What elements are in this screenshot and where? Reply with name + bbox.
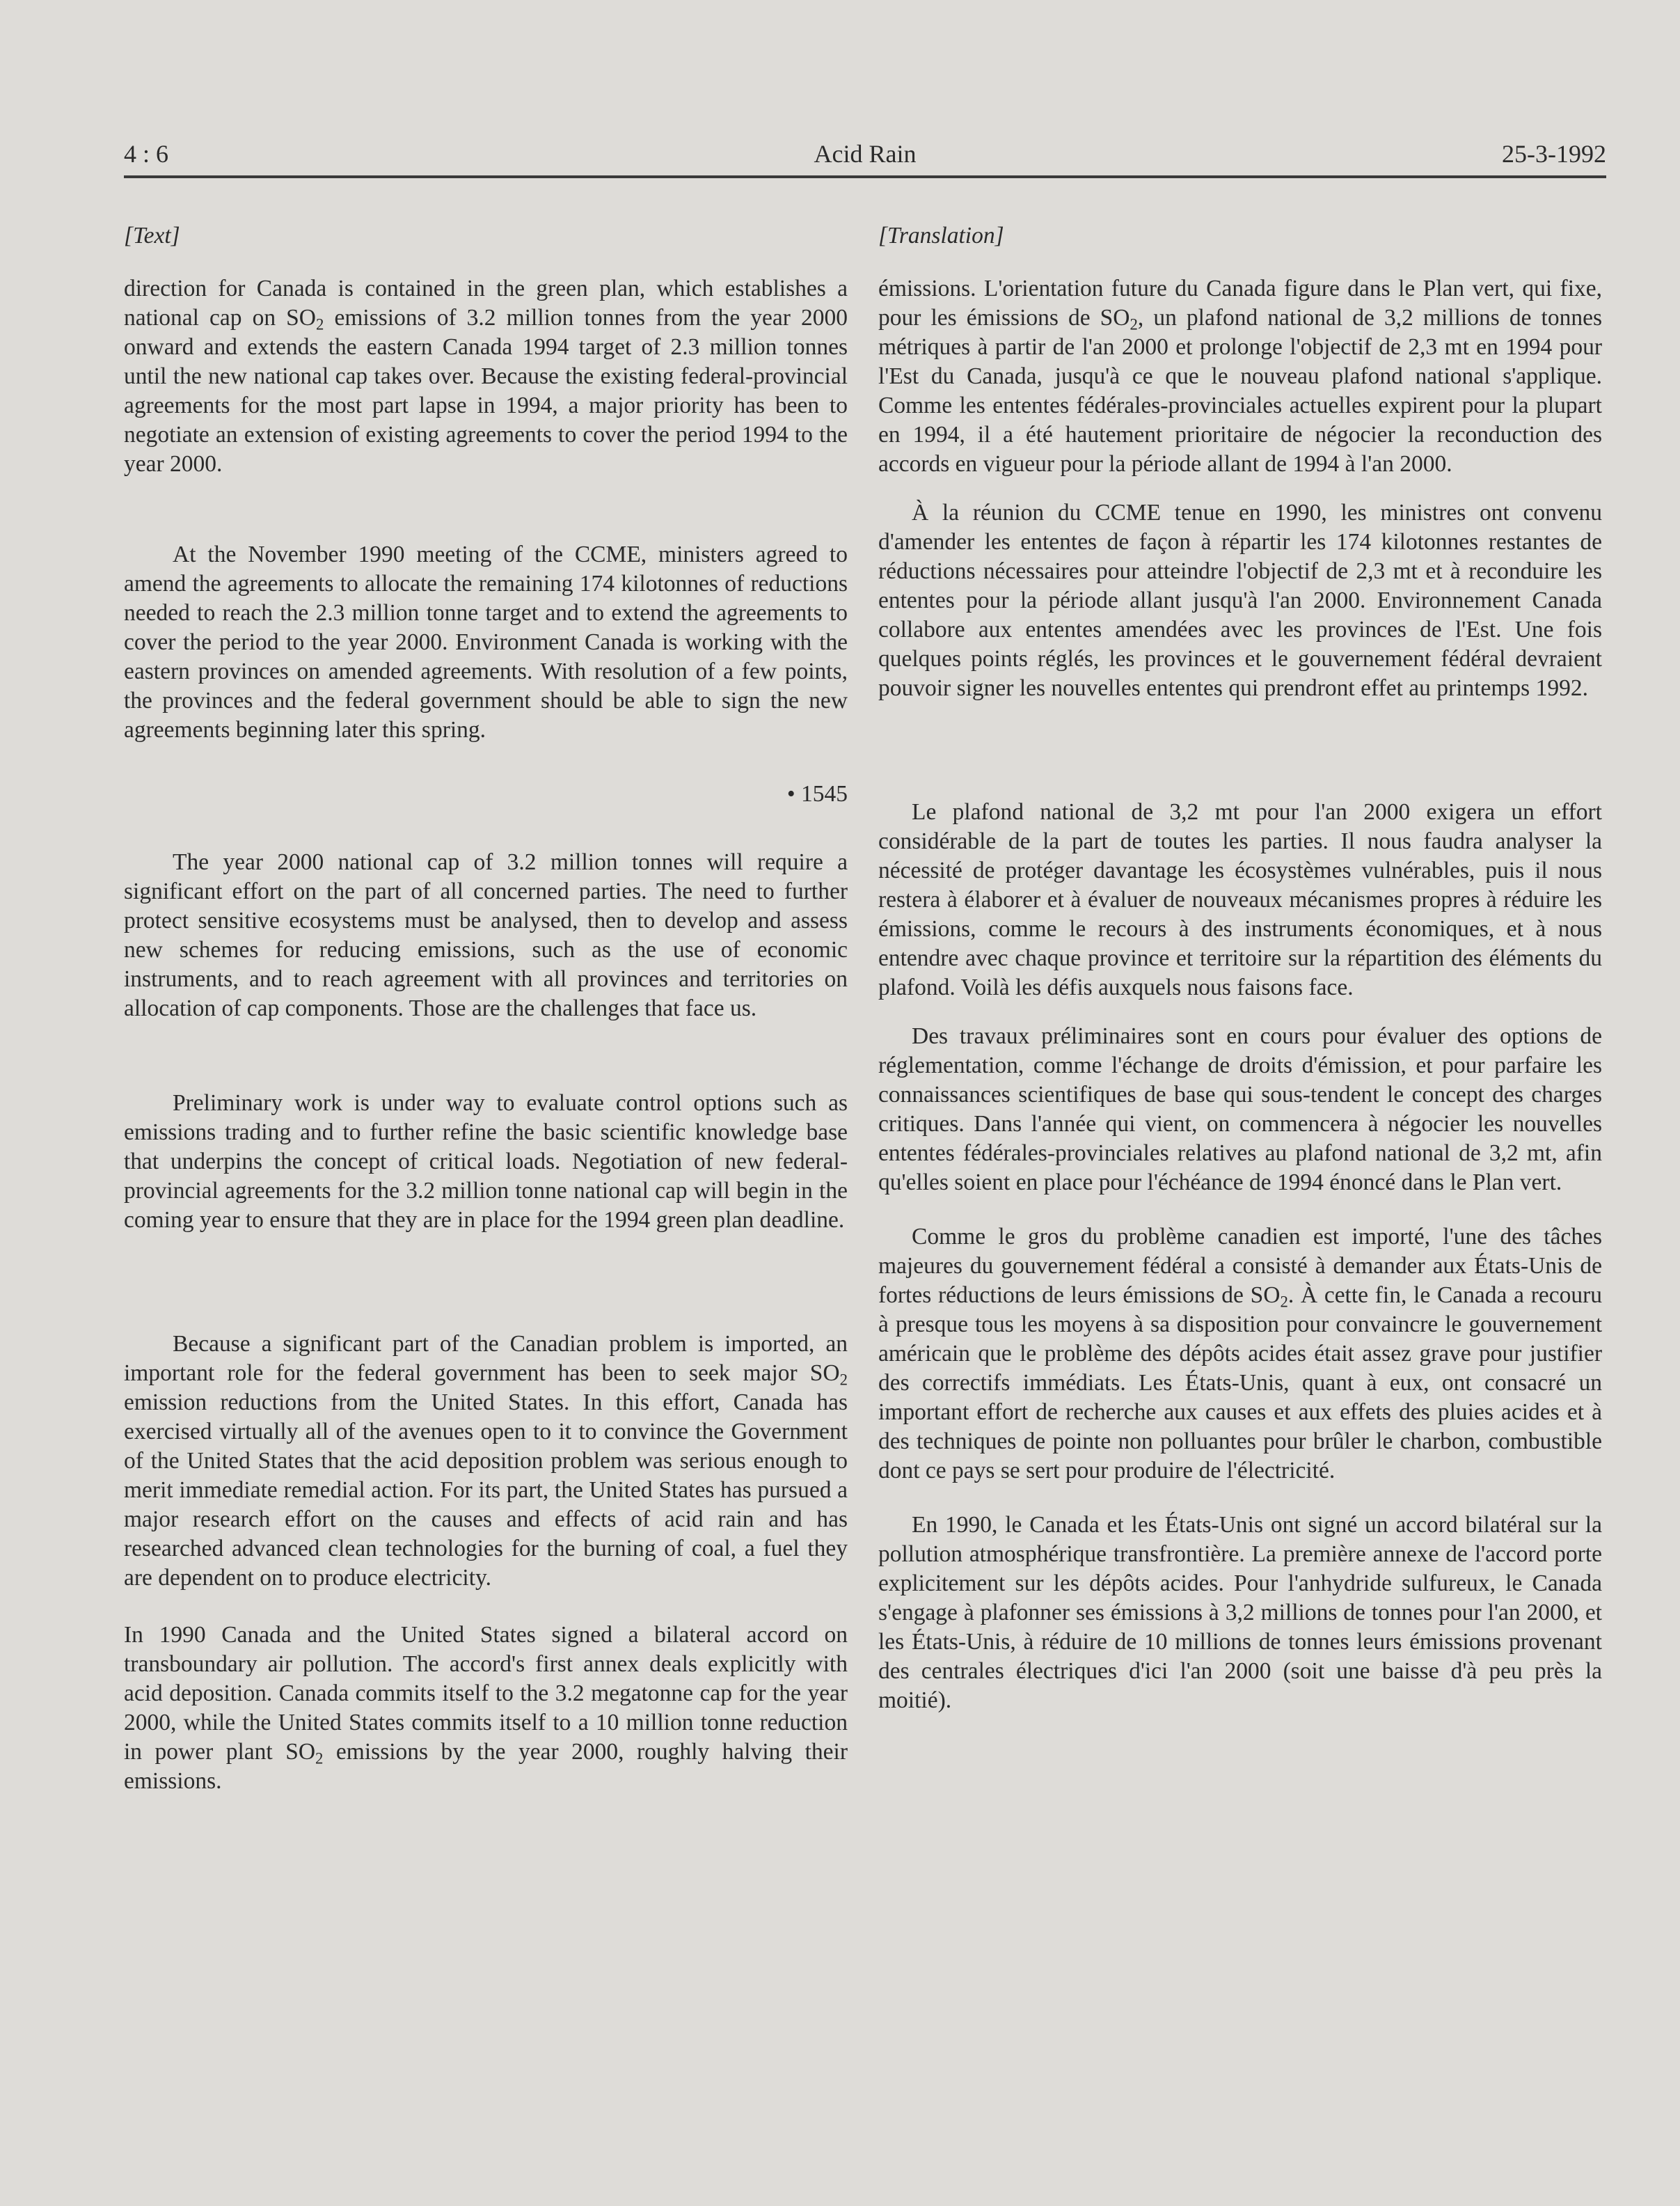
paragraph-2: At the November 1990 meeting of the CCME, ministers agreed to amend the agreements to allocate the remaining 174 kilotonnes of reductions needed to reach the 2.3 million tonne target and to extend the agreements to cover the period to the year 2000. Environment Canada is working with the eastern provinces on amended agreements. With resolution of a few points, the provinces and the federal government should be able to sign the new agreements beginning later this spring. — [124, 542, 848, 743]
paragraph-6: In 1990 Canada and the United States signed a bilateral accord on transboundary air pollution. The accord's first annex deals explicitly with acid deposition. Canada commits itself to the 3.2 megatonne cap for the year 2000, while the United States commits itself to a 10 million tonne reduction in power plant $SO_2$ emissions by the year 2000, roughly halving their emissions. — [124, 1622, 848, 1794]
paragraph-2: À la réunion du CCME tenue en 1990, les ministres ont convenu d'amender les ententes de façon à répartir les 174 kilotonnes restantes de réductions nécessaires pour atteindre l'objectif de 2,3 mt et à reconduire les ententes pour la période allant jusqu'à l'an 2000. Environnement Canada collabore aux ententes amendées avec les provinces de l'Est. Une fois quelques points réglés, les provinces et le gouvernement fédéral devraient pouvoir signer les nouvelles ententes qui prendront effet au printemps 1992. — [878, 500, 1602, 701]
paragraph-1: direction for Canada is contained in the green plan, which establishes a national cap on $SO_2$ emissions of 3.2 million tonnes from the year 2000 onward and extends the eastern Canada 1994 target of 2.3 million tonnes until the new national cap takes over. Because the existing federal-provincial agreements for the most part lapse in 1994, a major priority has been to negotiate an extension of existing agreements to cover the period 1994 to the year 2000. — [124, 276, 848, 477]
page-header — [124, 139, 1606, 178]
page-number: 4 : 6 — [124, 140, 169, 168]
column-label: [Text] — [124, 223, 180, 249]
time-marker: • 1545 — [786, 781, 848, 807]
column-label: [Translation] — [878, 223, 1004, 249]
french-column — [878, 221, 1602, 1715]
paragraph-4: Des travaux préliminaires sont en cours pour évaluer des options de réglementation, comme l'échange de droits d'émission, et pour parfaire les connaissances scientifiques de base qui sous-tendent le concept des charges critiques. Dans l'année qui vient, on commencera à négocier les nouvelles ententes fédérales-provinciales relatives au plafond national de 3,2 mt, afin qu'elles soient en place pour l'échéance de 1994 énoncé dans le Plan vert. — [878, 1023, 1602, 1195]
paragraph-3: The year 2000 national cap of 3.2 million tonnes will require a significant effort on the part of all concerned parties. The need to further protect sensitive ecosystems must be analysed, then to develop and assess new schemes for reducing emissions, such as the use of economic instruments, and to reach agreement with all provinces and territories on allocation of cap components. Those are the challenges that face us. — [124, 849, 848, 1021]
paragraph-3: Le plafond national de 3,2 mt pour l'an 2000 exigera un effort considérable de la part de toutes les parties. Il nous faudra analyser la nécessité de protéger davantage les écosystèmes vulnérables, puis il nous restera à élaborer et à évaluer de nouveaux mécanismes propres à réduire les émissions, comme le recours à des instruments économiques, et à nous entendre avec chaque province et territoire sur la répartition des éléments du plafond. Voilà les défis auxquels nous faisons face. — [878, 799, 1602, 1000]
paragraph-6: En 1990, le Canada et les États-Unis ont signé un accord bilatéral sur la pollution atmosphérique transfrontière. La première annexe de l'accord porte explicitement sur les dépôts acides. Pour l'anhydride sulfureux, le Canada s'engage à plafonner ses émissions à 3,2 millions de tonnes pour l'an 2000, et les États-Unis, à réduire de 10 millions de tonnes leurs émissions provenant des centrales électriques d'ici l'an 2000 (soit une baisse d'à peu près la moitié). — [878, 1512, 1602, 1713]
english-column — [124, 221, 848, 1796]
paragraph-4: Preliminary work is under way to evaluate control options such as emissions trading and to further refine the basic scientific knowledge base that underpins the concept of critical loads. Negotiation of new federal-provincial agreements for the 3.2 million tonne national cap will begin in the coming year to ensure that they are in place for the 1994 green plan deadline. — [124, 1090, 848, 1233]
paragraph-5: Because a significant part of the Canadian problem is imported, an important role for the federal government has been to seek major $SO_2$ emission reductions from the United States. In this effort, Canada has exercised virtually all of the avenues open to it to convince the Government of the United States that the acid deposition problem was serious enough to merit immediate remedial action. For its part, the United States has pursued a major research effort on the causes and effects of acid rain and has researched advanced clean technologies for the burning of coal, a fuel they are dependent on to produce electricity. — [124, 1331, 848, 1591]
paragraph-5: Comme le gros du problème canadien est importé, l'une des tâches majeures du gouvernement fédéral a consisté à demander aux États-Unis de fortes réductions de leurs émissions de $SO_2$. À cette fin, le Canada a recouru à presque tous les moyens à sa disposition pour convaincre le gouvernement américain que le problème des dépôts acides était assez grave pour justifier des correctifs immédiats. Les États-Unis, quant à eux, ont consacré un important effort de recherche aux causes et aux effets des pluies acides et à des techniques de pointe non polluantes pour brûler le charbon, combustible dont ce pays se sert pour produire de l'électricité. — [878, 1224, 1602, 1483]
page-date: 25-3-1992 — [1502, 140, 1606, 168]
paragraph-1: émissions. L'orientation future du Canada figure dans le Plan vert, qui fixe, pour les émissions de $SO_2$, un plafond national de 3,2 millions de tonnes métriques à partir de l'an 2000 et prolonge l'objectif de 2,3 mt en 1994 pour l'Est du Canada, jusqu'à ce que le nouveau plafond national s'applique. Comme les ententes fédérales-provinciales actuelles expirent pour la plupart en 1994, il a été hautement prioritaire de négocier la reconduction des accords en vigueur pour la période allant de 1994 à l'an 2000. — [878, 276, 1602, 477]
running-title: Acid Rain — [814, 140, 917, 168]
